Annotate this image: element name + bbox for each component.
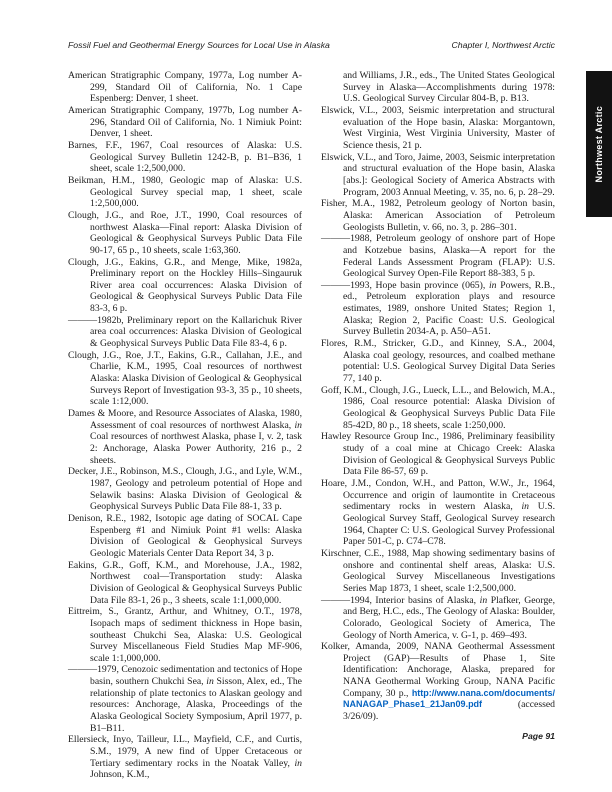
reference-text: Decker, J.E., Robinson, M.S., Clough, J.G., and Lyle, W.M., 1987, Geology and petroleum potential of Hope and Selawik basins: Alaska Division of Geological & Geophysical Surveys Public Data File 88-1, 33 p.	[68, 466, 302, 513]
reference-entry	[68, 175, 302, 210]
reference-text: and Williams, J.R., eds., The United States Geological Survey in Alaska—Accomplishments during 1978: U.S. Geological Survey Circular 804-B, p. B13.	[343, 70, 555, 105]
reference-text: American Stratigraphic Company, 1977a, Log number A-299, Standard Oil of California, No. 1 Cape Espenberg: Denver, 1 sheet.	[68, 70, 302, 105]
reference-text: Denison, R.E., 1982, Isotopic age dating of SOCAL Cape Espenberg #1 and Nimiuk Point #1 wells: Alaska Division of Geological & Geophysical Surveys Geologic Materials Center Data Report 34, 3 p.	[68, 512, 302, 559]
reference-text-italic: in	[294, 757, 302, 769]
reference-text: Plafker, George, and Berg, H.C., eds., The Geology of Alaska: Boulder, Colorado, Geological Society of America, The Geology of North America, v. G-1, p. 469–493.	[343, 594, 556, 641]
page-footer	[68, 731, 555, 741]
reference-entry	[321, 478, 555, 548]
reference-text: Elswick, V.L., 2003, Seismic interpretation and structural evaluation of the Hope basin, Alaska: Morgantown, West Virginia, West Virginia University, Master of Science thesis, 21 p.	[321, 104, 555, 151]
running-header-chapter: Chapter I, Northwest Arctic	[451, 40, 555, 50]
reference-text: ———1993, Hope basin province (065),	[321, 279, 489, 291]
reference-text: Clough, J.G., Eakins, G.R., and Menge, Mike, 1982a, Preliminary report on the Hockley Hills–Singauruk River area coal occurrences: Alaska Division of Geological & Geophysical Surveys Public Data File 83-3, 6 p.	[68, 256, 302, 315]
reference-entry	[321, 431, 555, 478]
reference-text: Clough, J.G., Roe, J.T., Eakins, G.R., Callahan, J.E., and Charlie, K.M., 1995, Coal resources of northwest Alaska: Alaska Division of Geological & Geophysical Surveys Report of Investigation 93-3, 35 p., 10 sheets, scale 1:12,000.	[68, 349, 302, 408]
reference-entry	[68, 70, 302, 105]
reference-text: Dames & Moore, and Resource Associates of Alaska, 1980, Assessment of coal resources of northwest Alaska,	[68, 408, 302, 431]
reference-entry	[321, 233, 555, 280]
reference-entry	[68, 350, 302, 408]
reference-entry	[321, 385, 555, 432]
reference-list	[68, 70, 555, 781]
reference-text: Powers, R.B., ed., Petroleum exploration plays and resource estimates, 1989, onshore United States; Region 1, Alaska; Region 2, Pacific Coast: U.S. Geological Survey Bulletin 2034-A, p. A50–A51.	[343, 279, 555, 338]
reference-entry	[68, 560, 302, 607]
reference-entry	[321, 548, 555, 595]
reference-column-right	[321, 70, 555, 781]
reference-text-italic: in	[479, 594, 488, 606]
chapter-tab-label: Northwest Arctic	[594, 105, 604, 183]
reference-entry	[68, 315, 302, 350]
reference-text: ———1979, Cenozoic sedimentation and tectonics of Hope basin, southern Chukchi Sea,	[68, 664, 302, 688]
reference-entry	[321, 105, 555, 152]
reference-text: Elswick, V.L., and Toro, Jaime, 2003, Seismic interpretation and structural evaluation of the Hope basin, Alaska [abs.]: Geological Society of America Abstracts with Program, 2003 Annual Meeting, v. 35, no. 6, p. 28–29.	[321, 151, 555, 198]
reference-entry	[321, 70, 555, 105]
reference-text: Clough, J.G., and Roe, J.T., 1990, Coal resources of northwest Alaska—Final report: Alaska Division of Geological & Geophysical Surveys Public Data File 90-17, 65 p., 10 sheets, scale 1:63,360.	[68, 209, 302, 256]
reference-text: Goff, K.M., Clough, J.G., Lueck, L.L., and Belowich, M.A., 1986, Coal resource potential: Alaska Division of Geological & Geophysical Surveys Public Data File 85-42D, 80 p., 18 sheets, scale 1:250,000.	[321, 384, 555, 431]
reference-entry	[68, 664, 302, 734]
reference-text-italic: in	[294, 419, 302, 431]
reference-text: American Stratigraphic Company, 1977b, Log number A-296, Standard Oil of California, No. 1 Nimiuk Point: Denver, 1 sheet.	[68, 104, 302, 140]
reference-text: Eittreim, S., Grantz, Arthur, and Whitney, O.T., 1978, Isopach maps of sediment thickness in Hope basin, southeast Chukchi Sea, Alaska: U.S. Geological Survey Miscellaneous Field Studies Map MF-906, scale 1:1,000,000.	[68, 606, 302, 664]
reference-text: Ellersieck, Inyo, Tailleur, I.L., Mayfield, C.F., and Curtis, S.M., 1979, A new find of Upper Cretaceous or Tertiary sedimentary rocks in the Noatak Valley,	[68, 734, 302, 769]
reference-entry	[68, 606, 302, 664]
reference-entry	[68, 408, 302, 466]
reference-column-left	[68, 70, 302, 781]
chapter-tab	[586, 71, 612, 217]
page-number: Page 91	[522, 731, 555, 741]
reference-text: Kolker, Amanda, 2009, NANA Geothermal Assessment Project (GAP)—Results of Phase 1, Site Identification: Anchorage, Alaska, prepared for NANA Geothermal Working Group, NANA Pacific Company, 30 p.,	[321, 641, 555, 699]
reference-text: Beikman, H.M., 1980, Geologic map of Alaska: U.S. Geological Survey special map, 1 sheet, scale 1:2,500,000.	[68, 174, 302, 210]
reference-text: Flores, R.M., Stricker, G.D., and Kinney, S.A., 2004, Alaska coal geology, resources, and coalbed methane potential: U.S. Geological Survey Digital Data Series 77, 140 p.	[321, 338, 555, 385]
reference-entry	[68, 257, 302, 315]
reference-text-italic: in	[206, 676, 214, 688]
reference-link[interactable]: http://www.nana.com/documents/NANAGAP_Phase1_21Jan09.pdf	[343, 687, 555, 710]
running-header-title: Fossil Fuel and Geothermal Energy Sources for Local Use in Alaska	[68, 40, 330, 50]
reference-text: Hoare, J.M., Condon, W.H., and Patton, W.W., Jr., 1964, Occurrence and origin of laumontite in Cretaceous sedimentary rocks in western Alaska,	[321, 477, 555, 513]
reference-text: Kirschner, C.E., 1988, Map showing sedimentary basins of onshore and continental shelf areas, Alaska: U.S. Geological Survey Miscellaneous Investigations Series Map 1873, 1 sheet, scale 1:2,500,000.	[321, 547, 555, 594]
reference-entry	[68, 210, 302, 257]
reference-entry	[68, 140, 302, 175]
reference-entry	[68, 105, 302, 140]
reference-entry	[68, 513, 302, 560]
reference-entry	[68, 466, 302, 513]
reference-text: ———1982b, Preliminary report on the Kallarichuk River area coal occurrences: Alaska Division of Geological & Geophysical Surveys Public Data File 83-4, 6 p.	[68, 314, 302, 350]
reference-entry	[321, 641, 555, 723]
reference-text: Sisson, Alex, ed., The relationship of plate tectonics to Alaskan geology and resources: Anchorage, Alaska, Proceedings of the Alaska Geological Society Symposium, April 1977, p. B1–B11.	[90, 676, 302, 734]
reference-text: Eakins, G.R., Goff, K.M., and Morehouse, J.A., 1982, Northwest coal—Transportation study: Alaska Division of Geological & Geophysical Surveys Public Data File 83-1, 26 p., 3 sheets, scale 1:1,000,000.	[68, 559, 302, 606]
reference-text: ———1988, Petroleum geology of onshore part of Hope and Kotzebue basins, Alaska—A report for the Federal Lands Assessment Program (FLAP): U.S. Geological Survey Open-File Report 88-383, 5 p.	[321, 233, 555, 280]
running-header	[68, 40, 555, 50]
reference-entry	[321, 595, 555, 642]
reference-text: Hawley Resource Group Inc., 1986, Preliminary feasibility study of a coal mine at Chicago Creek: Alaska Division of Geological & Geophysical Surveys Public Data File 86-57, 69 p.	[321, 431, 555, 478]
reference-text: U.S. Geological Survey Staff, Geological Survey research 1964, Chapter C: U.S. Geological Survey Professional Paper 501-C, p. C74–C78.	[343, 501, 555, 548]
reference-entry	[68, 734, 302, 781]
reference-entry	[321, 338, 555, 385]
reference-entry	[321, 198, 555, 233]
reference-text: Fisher, M.A., 1982, Petroleum geology of Norton basin, Alaska: American Association of Petroleum Geologists Bulletin, v. 66, no. 3, p. 286–301.	[321, 198, 555, 233]
reference-text: Johnson, K.M.,	[90, 769, 150, 781]
reference-entry	[321, 152, 555, 199]
reference-entry	[321, 280, 555, 338]
reference-text-italic: in	[488, 279, 497, 291]
reference-text: Barnes, F.F., 1967, Coal resources of Alaska: U.S. Geological Survey Bulletin 1242-B, p. B1–B36, 1 sheet, scale 1:2,500,000.	[68, 139, 302, 175]
reference-text: Coal resources of northwest Alaska, phase I, v. 2, task 2: Anchorage, Alaska Power Authority, 216 p., 2 sheets.	[90, 431, 302, 466]
reference-text: ———1994, Interior basins of Alaska,	[321, 594, 480, 606]
reference-text: (accessed 3/26/09).	[343, 699, 555, 723]
reference-text-italic: in	[521, 501, 530, 513]
